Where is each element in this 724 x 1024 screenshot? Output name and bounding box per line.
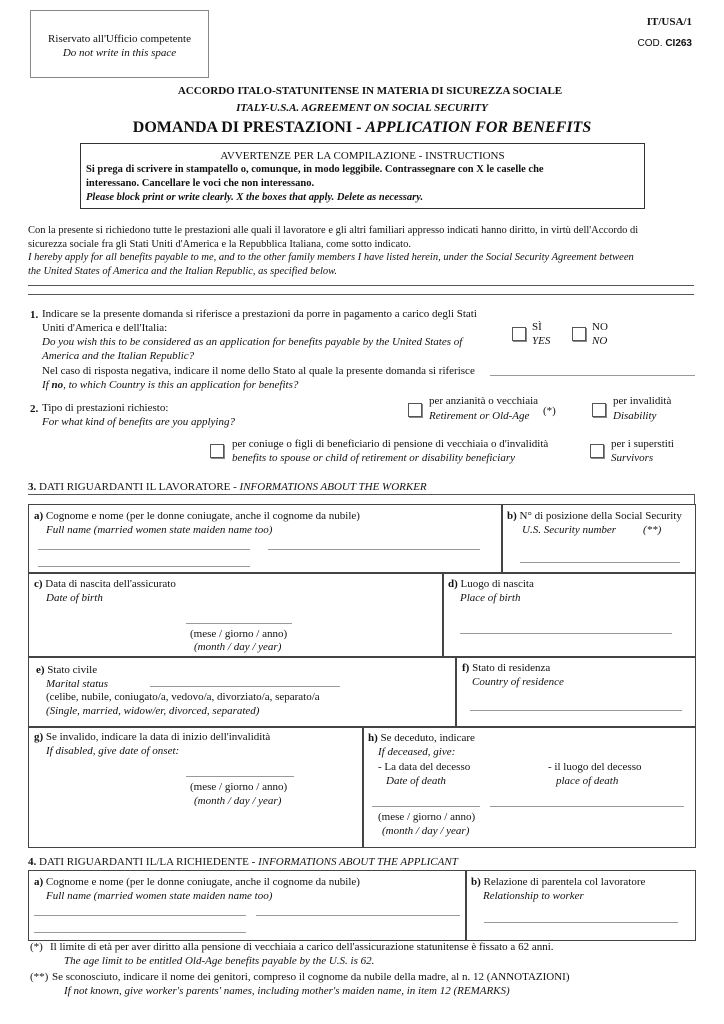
- s3-b-line[interactable]: [520, 562, 680, 563]
- intro-en-1: I hereby apply for all benefits payable to me, and to the other family members I have listed herein, under the Social Security Agreement between: [28, 252, 634, 263]
- divider-1: [28, 285, 694, 286]
- q1-no-checkbox[interactable]: [572, 327, 586, 341]
- footnote-2-it: Se sconosciuto, indicare il nome dei genitori, compreso il cognome da nubile della madre, al n. 12 (ANNOTAZIONI): [52, 971, 570, 983]
- q1-yes-label: SÌ: [532, 321, 542, 333]
- instructions-it-2: interessano. Cancellare le voci che non interessano.: [86, 178, 315, 189]
- section4-title-en: INFORMATIONS ABOUT THE APPLICANT: [258, 856, 458, 868]
- s3-c-line[interactable]: [186, 623, 292, 624]
- s3-h-label: [368, 731, 475, 745]
- s3-a-letter: a): [34, 510, 44, 522]
- section3-right-tick: [694, 494, 695, 504]
- s4-a-line-3[interactable]: [34, 932, 246, 933]
- q1-en-1: Do you wish this to be considered as an application for benefits payable by the United States of: [42, 336, 463, 348]
- q1-it-2: Uniti d'America e dell'Italia:: [42, 322, 168, 334]
- q2-retirement-it: per anzianità o vecchiaia: [429, 395, 539, 407]
- q2-spouse-checkbox[interactable]: [210, 444, 224, 458]
- form-cod: [620, 38, 692, 49]
- section4-title-it: DATI RIGUARDANTI IL/LA RICHIEDENTE -: [39, 856, 259, 868]
- s3-f-it: Stato di residenza: [472, 662, 551, 674]
- s3-h-en: If deceased, give:: [378, 746, 456, 758]
- intro-en-2: the United States of America and the Italian Republic, as specified below.: [28, 266, 338, 277]
- page-title-it: DOMANDA DI PRESTAZIONI -: [132, 119, 366, 136]
- section3-divider: [28, 494, 694, 495]
- instructions-en: Please block print or write clearly. X the boxes that apply. Delete as necessary.: [86, 192, 424, 203]
- title-it: ACCORDO ITALO-STATUNITENSE IN MATERIA DI SICUREZZA SOCIALE: [177, 85, 563, 97]
- form-cod-label: COD.: [637, 38, 663, 49]
- s4-a-it: Cognome e nome (per le donne coniugate, anche il cognome da nubile): [45, 876, 360, 888]
- s3-f-line[interactable]: [470, 710, 682, 711]
- s3-d-it: Luogo di nascita: [460, 578, 534, 590]
- s3-e-options-en: (Single, married, widow/er, divorced, separated): [46, 705, 260, 717]
- s3-d-en: Place of birth: [460, 592, 521, 604]
- s4-b-it: Relazione di parentela col lavoratore: [483, 876, 646, 888]
- s3-b-letter: b): [507, 510, 517, 522]
- s3-d-line[interactable]: [460, 633, 672, 634]
- section3-title-it: DATI RIGUARDANTI IL LAVORATORE -: [39, 481, 240, 493]
- s3-h-date-line[interactable]: [372, 806, 480, 807]
- s4-b-en: Relationship to worker: [483, 890, 584, 902]
- q1-negative-en: [42, 378, 298, 392]
- page-title-en: APPLICATION FOR BENEFITS: [365, 119, 592, 136]
- footnote-1-mark: (*): [30, 941, 43, 953]
- office-use-label: Riservato all'Ufficio competente: [48, 33, 191, 45]
- s3-h-place-en: place of death: [556, 775, 619, 787]
- intro-it-1: Con la presente si richiedono tutte le prestazioni alle quali il lavoratore e gli altri familiari appresso indicati hanno diritto, in virtù dell'Accordo di: [28, 225, 639, 236]
- s4-a-line-2[interactable]: [256, 915, 460, 916]
- footnote-2-en: If not known, give worker's parents' names, including mother's maiden name, in item 12 (REMARKS): [64, 985, 510, 997]
- s3-d-letter: d): [448, 578, 458, 590]
- q1-country-line[interactable]: [490, 375, 695, 376]
- s3-c-letter: c): [34, 578, 43, 590]
- s3-g-fmt-it: (mese / giorno / anno): [190, 781, 288, 793]
- q2-disability-en: Disability: [613, 410, 657, 422]
- s4-a-label: [34, 875, 360, 889]
- footnote-1-en: The age limit to be entitled Old-Age benefits payable by the U.S. is 62.: [64, 955, 375, 967]
- s3-a-line-3[interactable]: [38, 566, 250, 567]
- form-cod-value: CI263: [665, 38, 692, 49]
- s3-e-label: [36, 663, 97, 677]
- footnote-2-mark: (**): [30, 971, 49, 983]
- q1-number: 1.: [30, 309, 39, 321]
- s3-e-en: Marital status: [46, 678, 109, 690]
- s3-f-label: [462, 661, 550, 675]
- q2-retirement-en: Retirement or Old-Age: [429, 410, 530, 422]
- s3-f-en: Country of residence: [472, 676, 564, 688]
- section3-title-en: INFORMATIONS ABOUT THE WORKER: [239, 481, 427, 493]
- s3-g-fmt-en: (month / day / year): [194, 795, 282, 807]
- s3-h-place-it: - il luogo del decesso: [548, 761, 642, 773]
- q1-negative-it: Nel caso di risposta negativa, indicare il nome dello Stato al quale la presente domanda si riferisce: [42, 365, 475, 377]
- q2-retirement-note: (*): [543, 405, 556, 417]
- s3-d-label: [448, 577, 534, 591]
- q2-spouse-en: benefits to spouse or child of retirement or disability beneficiary: [232, 452, 516, 464]
- s3-b-label: [507, 509, 682, 523]
- q1-neg-bold: no: [51, 379, 64, 391]
- s3-h-fmt-en: (month / day / year): [382, 825, 470, 837]
- s3-a-it: Cognome e nome (per le donne coniugate, anche il cognome da nubile): [45, 510, 360, 522]
- s3-a-line-1[interactable]: [38, 549, 250, 550]
- q2-retirement-checkbox[interactable]: [408, 403, 422, 417]
- s4-a-en: Full name (married women state maiden name too): [46, 890, 273, 902]
- section3-title: [28, 480, 427, 494]
- s3-h-place-line[interactable]: [490, 806, 684, 807]
- s3-c-en: Date of birth: [46, 592, 103, 604]
- s4-b-letter: b): [471, 876, 481, 888]
- s3-b-it: N° di posizione della Social Security: [519, 510, 682, 522]
- s3-a-line-2[interactable]: [268, 549, 480, 550]
- s3-e-options-it: (celibe, nubile, coniugato/a, vedovo/a, divorziato/a, separato/a: [46, 691, 320, 703]
- s3-c-fmt-it: (mese / giorno / anno): [190, 628, 288, 640]
- q1-en-2: America and the Italian Republic?: [42, 350, 195, 362]
- page-title: [0, 119, 724, 137]
- q2-en: For what kind of benefits are you applying?: [42, 416, 235, 428]
- instructions-box: [80, 143, 645, 209]
- s3-f-letter: f): [462, 662, 470, 674]
- s3-g-letter: g): [34, 731, 44, 743]
- s3-c-label: [34, 577, 176, 591]
- q1-no-label: NO: [592, 321, 608, 333]
- s3-e-line[interactable]: [150, 686, 340, 687]
- intro-it-2: sicurezza sociale fra gli Stati Uniti d'America e la Repubblica Italiana, come sotto indicato.: [28, 239, 411, 250]
- s4-a-letter: a): [34, 876, 44, 888]
- q1-yes-checkbox[interactable]: [512, 327, 526, 341]
- s3-h-date-en: Date of death: [386, 775, 446, 787]
- s4-a-line-1[interactable]: [34, 915, 246, 916]
- q2-it: Tipo di prestazioni richiesto:: [42, 402, 169, 414]
- s3-h-letter: h): [368, 732, 378, 744]
- s3-g-it: Se invalido, indicare la data di inizio dell'invalidità: [45, 731, 271, 743]
- s3-h-date-it: - La data del decesso: [378, 761, 471, 773]
- q1-it-1: Indicare se la presente domanda si riferisce a prestazioni da porre in pagamento a carico degli Stati: [42, 308, 477, 320]
- q1-yes-label-en: YES: [532, 335, 551, 347]
- s3-g-line[interactable]: [186, 776, 294, 777]
- s3-h-fmt-it: (mese / giorno / anno): [378, 811, 476, 823]
- s3-h-it: Se deceduto, indicare: [380, 732, 475, 744]
- q1-no-label-en: NO: [592, 335, 608, 347]
- s3-e-letter: e): [36, 664, 45, 676]
- q1-neg-prefix: If: [42, 379, 52, 391]
- s4-b-line[interactable]: [484, 922, 678, 923]
- s4-b-label: [471, 875, 645, 889]
- q2-survivors-en: Survivors: [611, 452, 654, 464]
- form-id: IT/USA/1: [646, 16, 692, 28]
- q1-neg-suffix: , to which Country is this an application for benefits?: [63, 379, 299, 391]
- title-en: ITALY-U.S.A. AGREEMENT ON SOCIAL SECURITY: [236, 102, 488, 114]
- instructions-heading: AVVERTENZE PER LA COMPILAZIONE - INSTRUCTIONS: [220, 150, 505, 162]
- q2-disability-checkbox[interactable]: [592, 403, 606, 417]
- divider-2: [28, 294, 694, 295]
- s3-g-en: If disabled, give date of onset:: [46, 745, 180, 757]
- q2-survivors-it: per i superstiti: [611, 438, 674, 450]
- section4-number: 4.: [28, 856, 37, 868]
- q2-survivors-checkbox[interactable]: [590, 444, 604, 458]
- q2-number: 2.: [30, 403, 39, 415]
- instructions-it-1: Si prega di scrivere in stampatello o, comunque, in modo leggibile. Contrassegnare con X le caselle che: [86, 164, 544, 175]
- office-use-box: [30, 10, 209, 78]
- s3-g-label: [34, 730, 270, 744]
- s3-b-note: (**): [643, 524, 662, 536]
- office-use-note: Do not write in this space: [62, 47, 177, 59]
- s3-c-it: Data di nascita dell'assicurato: [45, 578, 176, 590]
- q2-disability-it: per invalidità: [613, 395, 672, 407]
- footnote-1-it: Il limite di età per aver diritto alla pensione di vecchiaia a carico dell'assicurazione statunitense è fissato a 62 anni.: [50, 941, 554, 953]
- q2-spouse-it: per coniuge o figli di beneficiario di pensione di vecchiaia o d'invalidità: [232, 438, 549, 450]
- s3-e-it: Stato civile: [47, 664, 98, 676]
- section4-title: [28, 855, 458, 869]
- s3-a-label: [34, 509, 360, 523]
- s3-a-en: Full name (married women state maiden name too): [46, 524, 273, 536]
- s3-b-en: U.S. Security number: [522, 524, 617, 536]
- section3-number: 3.: [28, 481, 37, 493]
- s3-c-fmt-en: (month / day / year): [194, 641, 282, 653]
